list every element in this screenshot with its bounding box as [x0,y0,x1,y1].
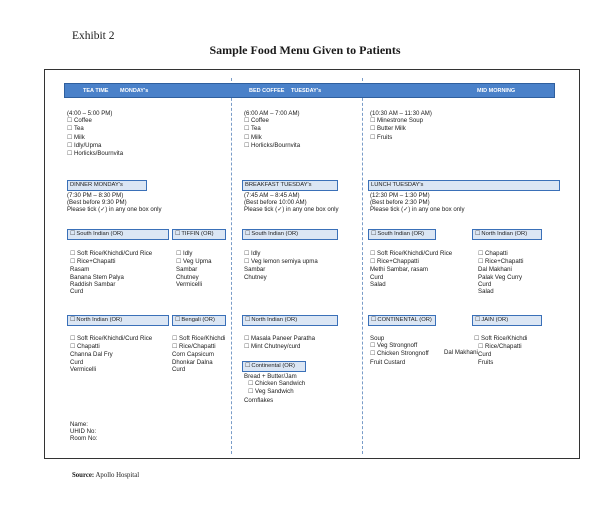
menu-item: Dal Makhani [444,349,478,357]
menu-option[interactable]: ☐ Mint Chutney/curd [244,343,315,351]
menu-option[interactable]: ☐ Butter Milk [370,125,432,133]
menu-option[interactable]: ☐ Milk [244,134,300,142]
south-indian-option[interactable]: ☐ South Indian (OR) [368,229,436,240]
menu-item: Sambar [244,266,266,274]
menu-item: Cornflakes [244,396,274,404]
lunch-title: LUNCH TUESDAY's [368,180,560,191]
menu-item: Fruit Custard [370,358,406,366]
menu-item: Fruits [478,358,494,366]
mid-morning-label: MID MORNING [477,88,516,94]
north-indian-menu [244,335,315,351]
menu-item: Chutney [176,273,199,281]
menu-option[interactable]: ☐ Soft Rice/Khichdi/Curd Rice [370,250,452,258]
room-field[interactable]: Room No: [70,435,98,443]
continental-menu [244,373,305,404]
menu-item: Banana Stem Palya [70,273,124,281]
menu-item: Curd [70,288,84,296]
menu-option[interactable]: ☐ Coffee [67,117,123,125]
menu-item: Salad [478,288,494,296]
south-indian-option[interactable]: ☐ South Indian (OR) [67,229,169,240]
menu-option[interactable]: ☐ Rice+Chapatti [478,258,523,266]
south-indian-option[interactable]: ☐ South Indian (OR) [242,229,338,240]
menu-item: Chutney [244,273,267,281]
menu-option[interactable]: ☐ Rice/Chapatti [172,343,225,351]
menu-option[interactable]: ☐ Soft Rice/Khichdi/Curd Rice [70,250,152,258]
menu-option[interactable]: ☐ Milk [67,134,123,142]
tea-time-label: TEA TIME [83,88,109,94]
menu-option[interactable]: ☐ Chicken Sandwich [244,380,305,388]
monday-label: MONDAY's [120,88,149,94]
menu-option[interactable]: ☐ Veg Sandwich [244,388,305,396]
menu-item: Methi Sambar, rasam [370,266,428,274]
dinner-title: DINNER MONDAY's [67,180,147,191]
menu-option[interactable]: ☐ Soft Rice/Khichdi [172,335,225,343]
tiffin-menu [176,250,211,288]
continental-option[interactable]: ☐ CONTINENTAL (OR) [368,315,436,326]
menu-option[interactable]: ☐ Soft Rice/Khichdi/Curd Rice [70,335,152,343]
breakfast-hours: (7:45 AM – 8:45 AM) [244,192,300,199]
north-indian-option[interactable]: ☐ North Indian (OR) [472,229,542,240]
menu-item: Curd [478,351,492,359]
menu-option[interactable]: ☐ Masala Paneer Paratha [244,335,315,343]
menu-option[interactable]: ☐ Chapatti [478,250,523,258]
lunch-hours: (12:30 PM – 1:30 PM) [370,192,430,199]
menu-option[interactable]: ☐ Rice+Chappatti [370,258,452,266]
bengali-menu [172,335,225,373]
menu-option[interactable]: ☐ Horlicks/Bournvita [244,142,300,150]
bed-coffee-label: BED COFFEE [249,88,285,94]
menu-option[interactable]: ☐ Idly [176,250,211,258]
mid-morning-block [370,110,432,142]
menu-option[interactable]: ☐ Coffee [244,117,300,125]
menu-option[interactable]: ☐ Horlicks/Bournvita [67,150,123,158]
breakfast-instruction: Please tick (✓) in any one box only [244,206,339,214]
patient-details [70,421,97,443]
exhibit-label: Exhibit 2 [72,30,115,42]
menu-item: Vermicelli [176,280,203,288]
menu-option[interactable]: ☐ Tea [67,125,123,133]
menu-option[interactable]: ☐ Idly [244,250,318,258]
menu-item: Bread + Butter/Jam [244,373,297,380]
dinner-instruction: Please tick (✓) in any one box only [67,206,162,214]
continental-option[interactable]: ☐ Continental (OR) [242,361,306,372]
menu-option[interactable]: ☐ Chapatti [70,343,152,351]
north-indian-option[interactable]: ☐ North Indian (OR) [242,315,338,326]
breakfast-title: BREAKFAST TUESDAY's [242,180,338,191]
menu-option[interactable]: ☐ Soft Rice/Khichdi [474,335,527,343]
page-title: Sample Food Menu Given to Patients [209,43,401,57]
menu-item: Curd [478,280,492,288]
menu-item: Rasam [70,266,90,274]
tiffin-option[interactable]: ☐ TIFFIN (OR) [172,229,226,240]
source-note [72,472,139,479]
continental-menu [370,335,429,366]
south-indian-menu [370,250,452,288]
dinner-info [67,192,162,214]
menu-item: Dhonkar Dalna [172,358,213,366]
menu-item: Soup [370,335,385,342]
column-divider [231,78,232,454]
south-indian-menu [244,250,318,281]
lunch-best-before: (Best before 2:30 PM) [370,199,430,207]
menu-item: Palak Veg Curry [478,273,523,281]
mid-morning-hours: (10:30 AM – 11:30 AM) [370,110,432,117]
lunch-info [370,192,465,214]
menu-option[interactable]: ☐ Chicken Strongnoff [370,350,429,358]
tea-time-hours: (4:00 – 5:00 PM) [67,110,113,117]
bengali-option[interactable]: ☐ Bengali (OR) [172,315,226,326]
menu-option[interactable]: ☐ Fruits [370,134,432,142]
column-divider [362,78,363,454]
menu-item: Dal Makhani [478,266,512,274]
menu-item: Sambar [176,266,198,274]
menu-option[interactable]: ☐ Rice/Chapatti [474,343,527,351]
menu-item: Raddish Sambar [70,280,116,288]
name-field[interactable]: Name: [70,421,88,428]
breakfast-info [244,192,339,214]
lunch-instruction: Please tick (✓) in any one box only [370,206,465,214]
menu-option[interactable]: ☐ Minestrone Soup [370,117,432,125]
tuesday-label: TUESDAY's [291,88,322,94]
menu-item: Curd [70,358,84,366]
meal-header-bar [64,83,555,98]
menu-option[interactable]: ☐ Tea [244,125,300,133]
south-indian-menu [70,250,152,295]
jain-option[interactable]: ☐ JAIN (OR) [472,315,542,326]
north-indian-menu [70,335,152,373]
menu-item: Corn Capsicum [172,351,214,359]
jain-menu [474,335,527,366]
menu-item: Curd [172,365,186,373]
dinner-best-before: (Best before 9:30 PM) [67,199,127,207]
menu-option[interactable]: ☐ Rice+Chapatti [70,258,152,266]
bed-coffee-hours: (6:00 AM – 7:00 AM) [244,110,300,117]
uhid-field[interactable]: UHID No: [70,428,97,436]
menu-item: Channa Dal Fry [70,351,113,359]
menu-item: Vermicelli [70,365,97,373]
tea-time-block [67,110,123,158]
breakfast-best-before: (Best before 10:00 AM) [244,199,307,207]
menu-option[interactable]: ☐ Idly/Upma [67,142,123,150]
dinner-hours: (7:30 PM – 8:30 PM) [67,192,124,199]
menu-item: Curd [370,273,384,281]
menu-option[interactable]: ☐ Veg Strongnoff [370,342,429,350]
menu-option[interactable]: ☐ Veg lemon semiya upma [244,258,318,266]
north-indian-option[interactable]: ☐ North Indian (OR) [67,315,169,326]
source-text: Apollo Hospital [95,472,140,479]
north-indian-menu [478,250,523,295]
bed-coffee-block [244,110,300,150]
menu-option[interactable]: ☐ Veg Upma [176,258,211,266]
menu-item: Salad [370,280,386,288]
source-label: Source: [72,472,95,479]
